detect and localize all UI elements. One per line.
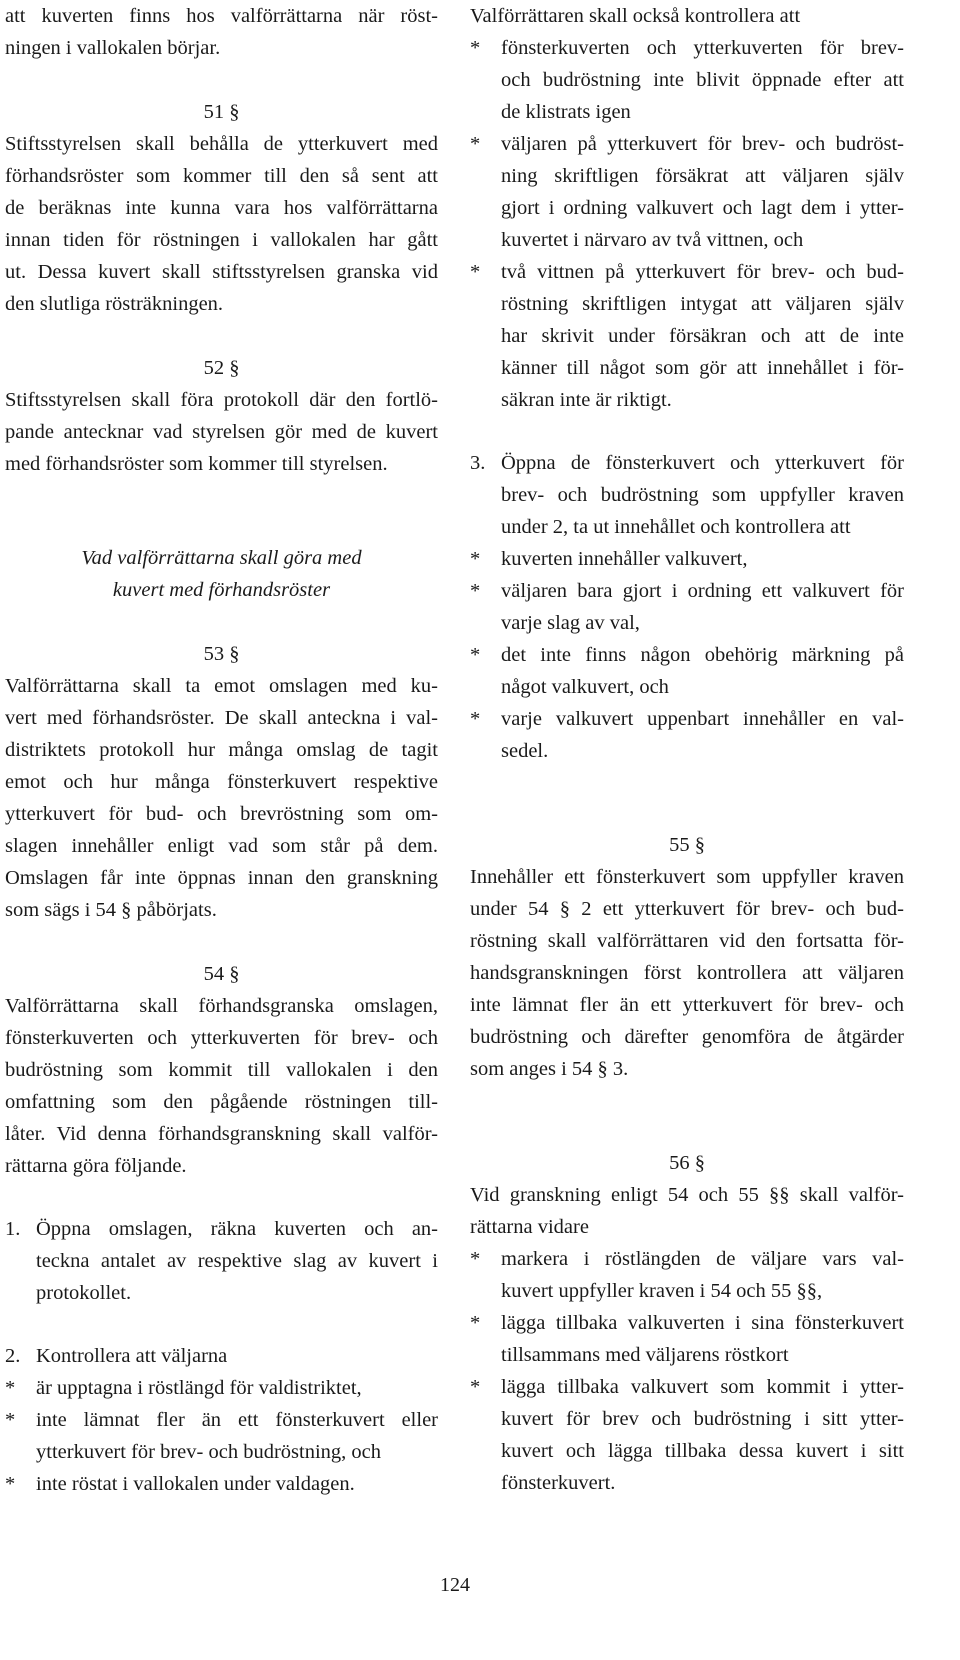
bullet-item: * kuverten innehåller valkuvert, [470, 548, 748, 570]
section-56-number: 56 § [669, 1152, 705, 1174]
section-54-number: 54 § [203, 963, 240, 985]
section-56-text: Vid granskning enligt 54 och 55 §§ skall valför- rättarna vidare [470, 1184, 904, 1238]
section-55-number: 55 § [669, 834, 705, 856]
bullet-item: * lägga tillbaka valkuverten i sina fönsterkuvert tillsammans med väljarens röstkort [470, 1312, 904, 1366]
section-52-text: Stiftsstyrelsen skall föra protokoll där den fortlö- pande antecknar vad styrelsen gör med de kuvert med förhandsröster som kommer till styrelsen. [5, 389, 438, 475]
bullet-item: * inte röstat i vallokalen under valdagen. [5, 1473, 355, 1495]
bullet-item: * lägga tillbaka valkuvert som kommit i ytter- kuvert för brev och budröstning i sitt ytter- kuvert och lägga tillbaka dessa kuvert i sitt fönsterkuvert. [470, 1376, 904, 1494]
bullet-item: * markera i röstlängden de väljare vars val- kuvert uppfyller kraven i 54 och 55 §§, [470, 1248, 904, 1302]
bullet-item: * väljaren bara gjort i ordning ett valkuvert för varje slag av val, [470, 580, 904, 634]
bullet-item: * fönsterkuverten och ytterkuverten för brev- och budröstning inte blivit öppnade efter att de klistrats igen [470, 37, 904, 123]
page-number: 124 [440, 1574, 470, 1596]
right-column [470, 0, 904, 1499]
bullet-item: * det inte finns någon obehörig märkning på något valkuvert, och [470, 644, 904, 698]
section-52-number: 52 § [203, 357, 240, 379]
section-heading: Vad valförrättarna skall göra med kuvert med förhandsröster [81, 547, 362, 601]
list-item-1: 1. Öppna omslagen, räkna kuverten och an- teckna antalet av respektive slag av kuvert i protokollet. [5, 1218, 438, 1304]
right-intro: Valförrättaren skall också kontrollera att [470, 5, 801, 27]
bullet-item: * inte lämnat fler än ett fönsterkuvert eller ytterkuvert för brev- och budröstning, och [5, 1409, 438, 1463]
section-55-text: Innehåller ett fönsterkuvert som uppfyller kraven under 54 § 2 ett ytterkuvert för brev- och bud- röstning skall valförrättaren vid den fortsatta för- handsgranskningen först kontrollera att väljaren inte lämnat fler än ett ytterkuvert för brev- och budröstning och därefter genomföra de åtgärder som anges i 54 § 3. [470, 866, 904, 1080]
bullet-item: * är upptagna i röstlängd för valdistriktet, [5, 1377, 362, 1399]
section-51-number: 51 § [203, 101, 240, 123]
bullet-item: * två vittnen på ytterkuvert för brev- och bud- röstning skriftligen intygat att väljaren själv har skrivit under försäkran och att de inte känner till något som gör att innehållet i för- säkran inte är riktigt. [470, 261, 904, 411]
bullet-item: * väljaren på ytterkuvert för brev- och budröst- ning skriftligen försäkrat att väljaren själv gjort i ordning valkuvert och lagt dem i ytter- kuvertet i närvaro av två vittnen, och [470, 133, 904, 251]
left-column [5, 0, 438, 1500]
section-53-text: Valförrättarna skall ta emot omslagen med ku- vert med förhandsröster. De skall anteckna i val- distriktets protokoll hur många omslag de tagit emot och hur många fönsterkuvert respektive ytterkuvert för bud- och brevröstning som om- slagen innehåller enligt vad som står på dem. Omslagen får inte öppnas innan den granskning som sägs i 54 § påbörjats. [5, 675, 438, 921]
section-51-text: Stiftsstyrelsen skall behålla de ytterkuvert med förhandsröster som kommer till den så sent att de beräknas inte kunna vara hos valförrättarna innan tiden för röstningen i vallokalen har gått ut. Dessa kuvert skall stiftsstyrelsen granska vid den slutliga rösträkningen. [5, 133, 438, 315]
list-item-2: 2. Kontrollera att väljarna [5, 1345, 228, 1367]
list-item-3: 3. Öppna de fönsterkuvert och ytterkuvert för brev- och budröstning som uppfyller kraven under 2, ta ut innehållet och kontrollera att [470, 452, 904, 538]
section-53-number: 53 § [203, 643, 240, 665]
bullet-item: * varje valkuvert uppenbart innehåller en val- sedel. [470, 708, 904, 762]
section-54-text: Valförrättarna skall förhandsgranska omslagen, fönsterkuverten och ytterkuverten för brev- och budröstning som kommit till vallokalen i den omfattning som den pågående röstningen till- låter. Vid denna förhandsgranskning skall valför- rättarna göra följande. [5, 995, 438, 1177]
intro-paragraph: att kuverten finns hos valförrättarna när röst- ningen i vallokalen börjar. [5, 5, 438, 59]
